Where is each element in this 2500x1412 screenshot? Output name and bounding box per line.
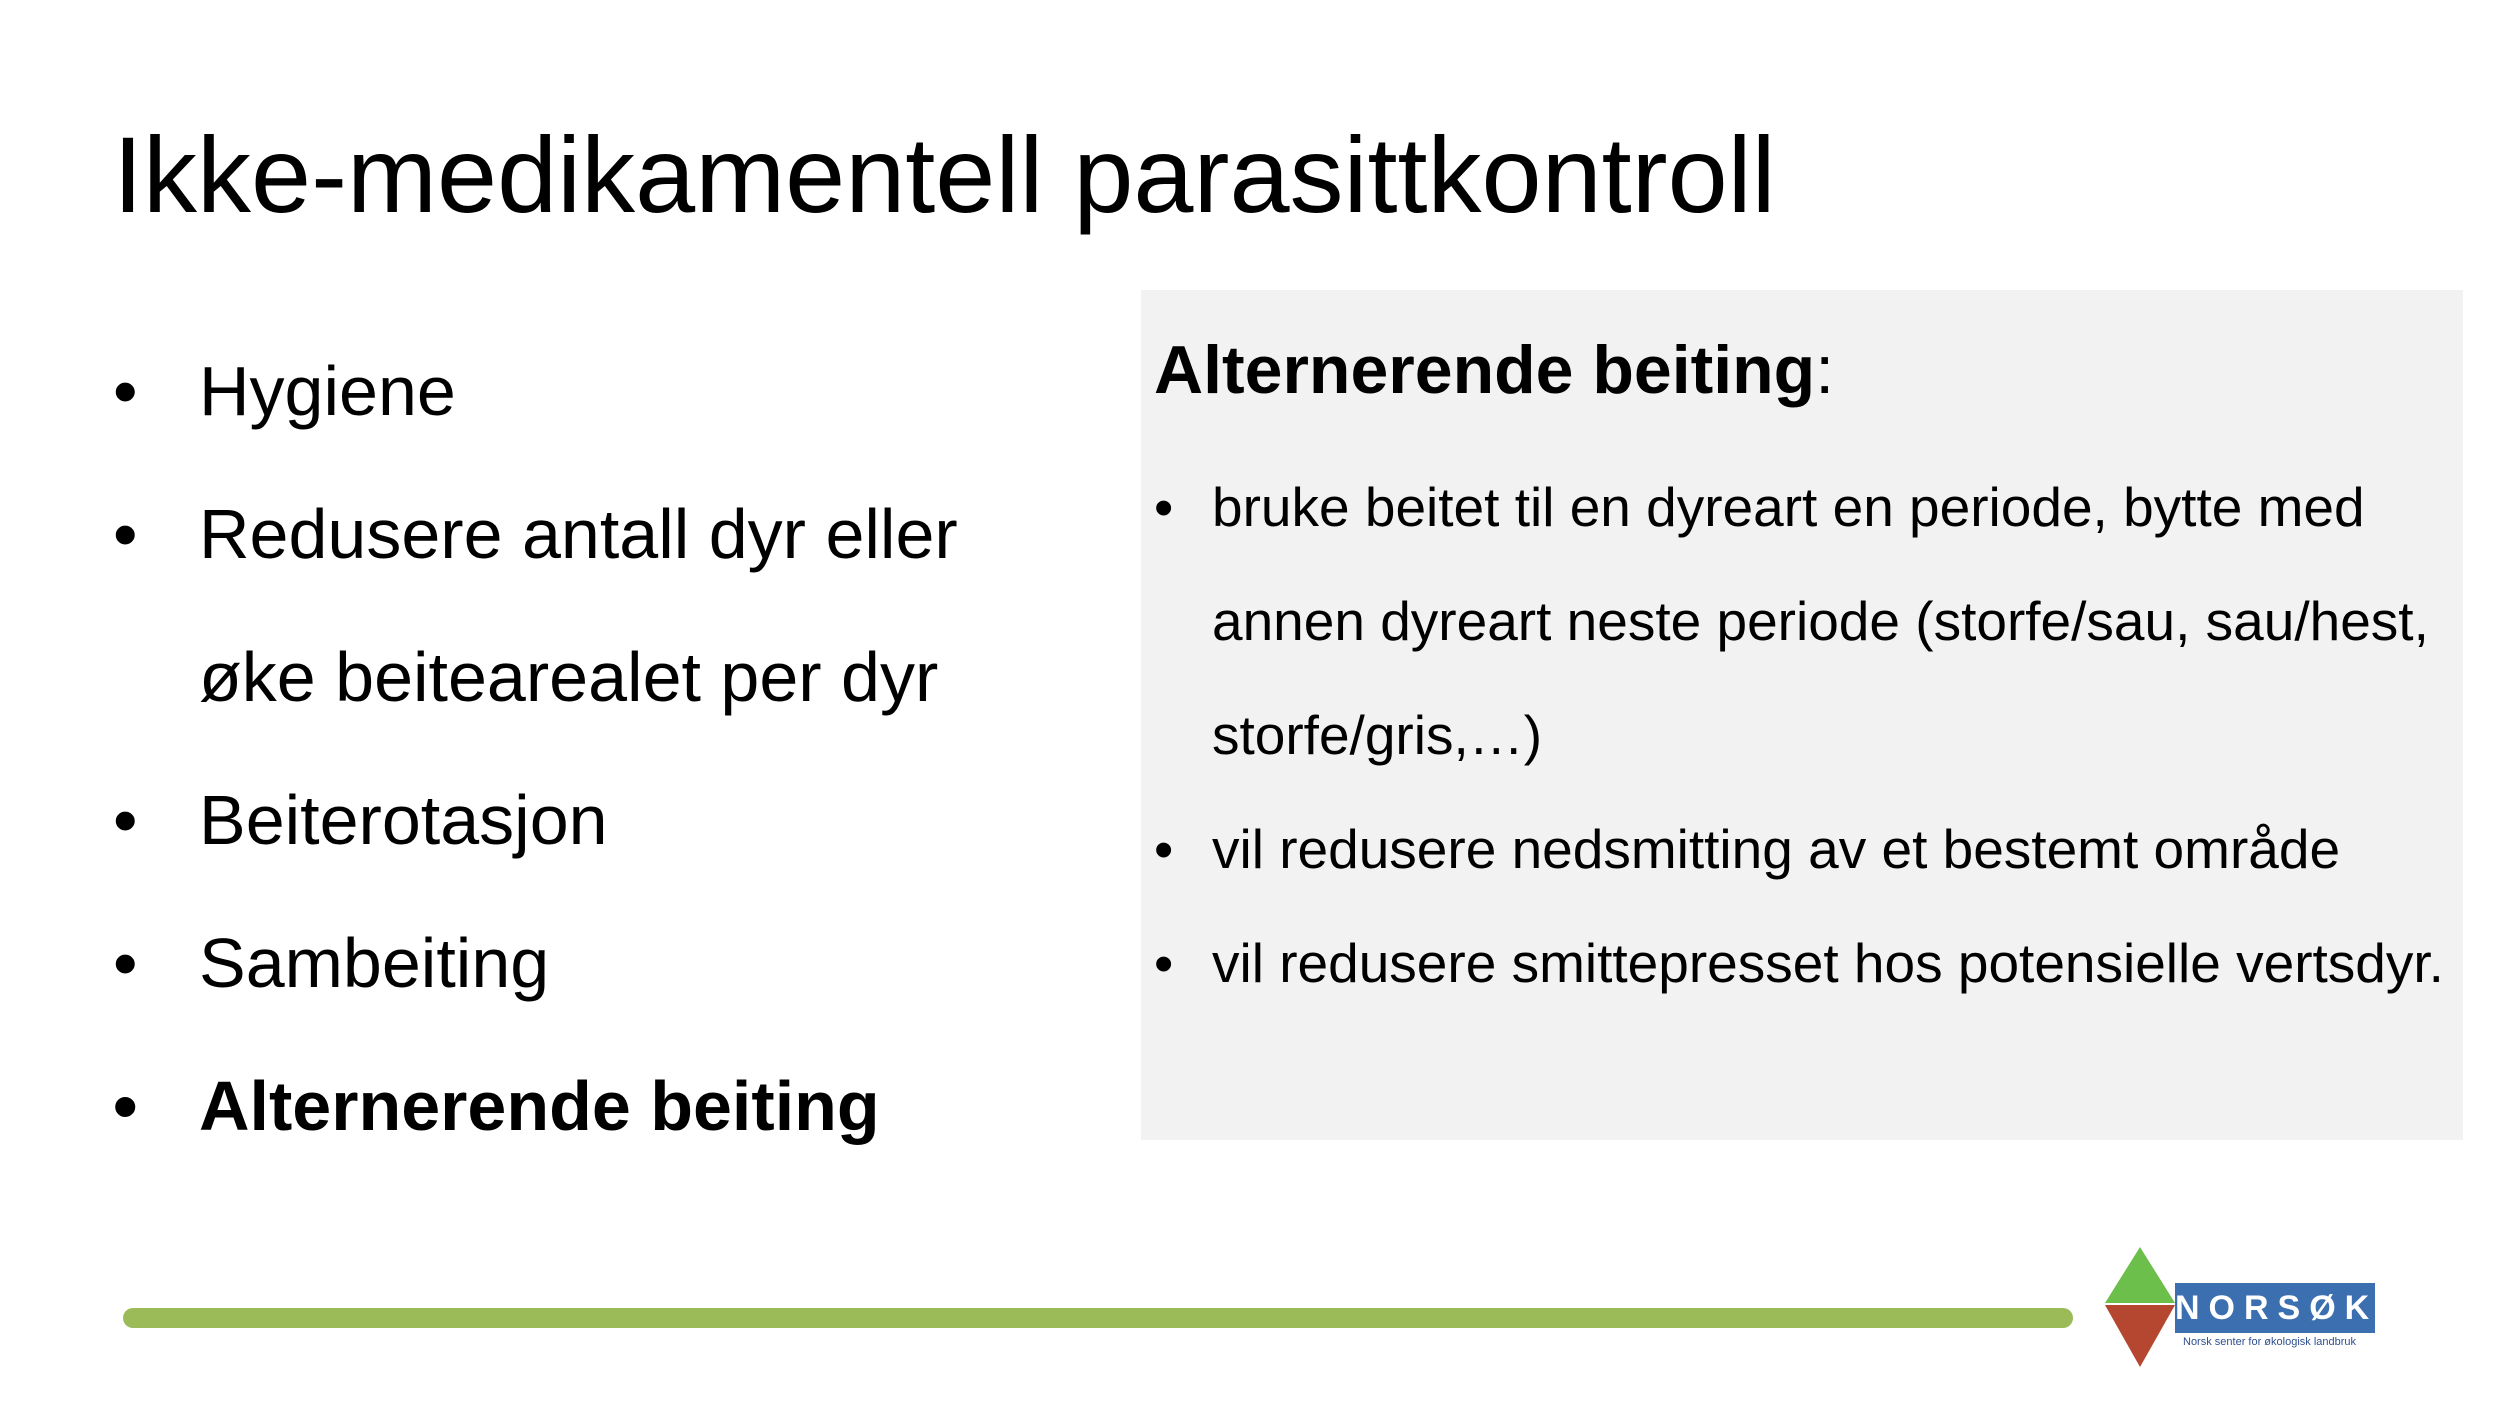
bullet-icon: • bbox=[1154, 818, 1174, 880]
logo-name: NORSØK bbox=[2175, 1283, 2375, 1333]
slide-title: Ikke-medikamentell parasittkontroll bbox=[113, 114, 1776, 235]
list-item-text: Beiterotasjon bbox=[199, 781, 608, 859]
panel-list-item-text: vil redusere nedsmitting av et bestemt område bbox=[1212, 818, 2341, 880]
list-item bbox=[113, 749, 1093, 892]
bullet-icon: • bbox=[1154, 476, 1174, 538]
info-panel bbox=[1141, 290, 2463, 1140]
panel-heading bbox=[1154, 330, 1834, 410]
left-bullet-list bbox=[113, 320, 1093, 1178]
list-item-text: Redusere antall dyr eller bbox=[199, 495, 958, 573]
list-item-highlighted bbox=[113, 1035, 1093, 1178]
panel-list-item-text: bruke beitet til en dyreart en periode, bytte med annen dyreart neste periode (storfe/sau, sau/hest, storfe/gris,…) bbox=[1212, 476, 2429, 766]
accent-bar bbox=[123, 1308, 2073, 1328]
norsok-logo bbox=[2095, 1245, 2385, 1370]
panel-bullet-list bbox=[1154, 450, 2454, 1020]
bullet-icon: • bbox=[113, 924, 138, 1002]
bullet-icon: • bbox=[113, 352, 138, 430]
list-item-text: Sambeiting bbox=[199, 924, 550, 1002]
bullet-icon: • bbox=[1154, 932, 1174, 994]
panel-list-item bbox=[1154, 792, 2454, 906]
panel-list-item bbox=[1154, 906, 2454, 1020]
bullet-icon: • bbox=[113, 495, 138, 573]
list-item-continuation bbox=[113, 606, 1093, 749]
panel-heading-text: Alternerende beiting bbox=[1154, 332, 1816, 408]
list-item-text: øke beitearealet per dyr bbox=[199, 638, 939, 716]
panel-list-item-text: vil redusere smittepresset hos potensielle vertsdyr. bbox=[1212, 932, 2444, 994]
list-item-text: Hygiene bbox=[199, 352, 456, 430]
panel-heading-colon: : bbox=[1815, 332, 1835, 408]
logo-tagline: Norsk senter for økologisk landbruk bbox=[2183, 1336, 2357, 1348]
bullet-icon: • bbox=[113, 781, 138, 859]
panel-list-item bbox=[1154, 450, 2454, 792]
bullet-icon: • bbox=[113, 1067, 138, 1145]
list-item bbox=[113, 892, 1093, 1035]
list-item-text: Alternerende beiting bbox=[199, 1067, 880, 1145]
list-item bbox=[113, 320, 1093, 463]
list-item bbox=[113, 463, 1093, 606]
